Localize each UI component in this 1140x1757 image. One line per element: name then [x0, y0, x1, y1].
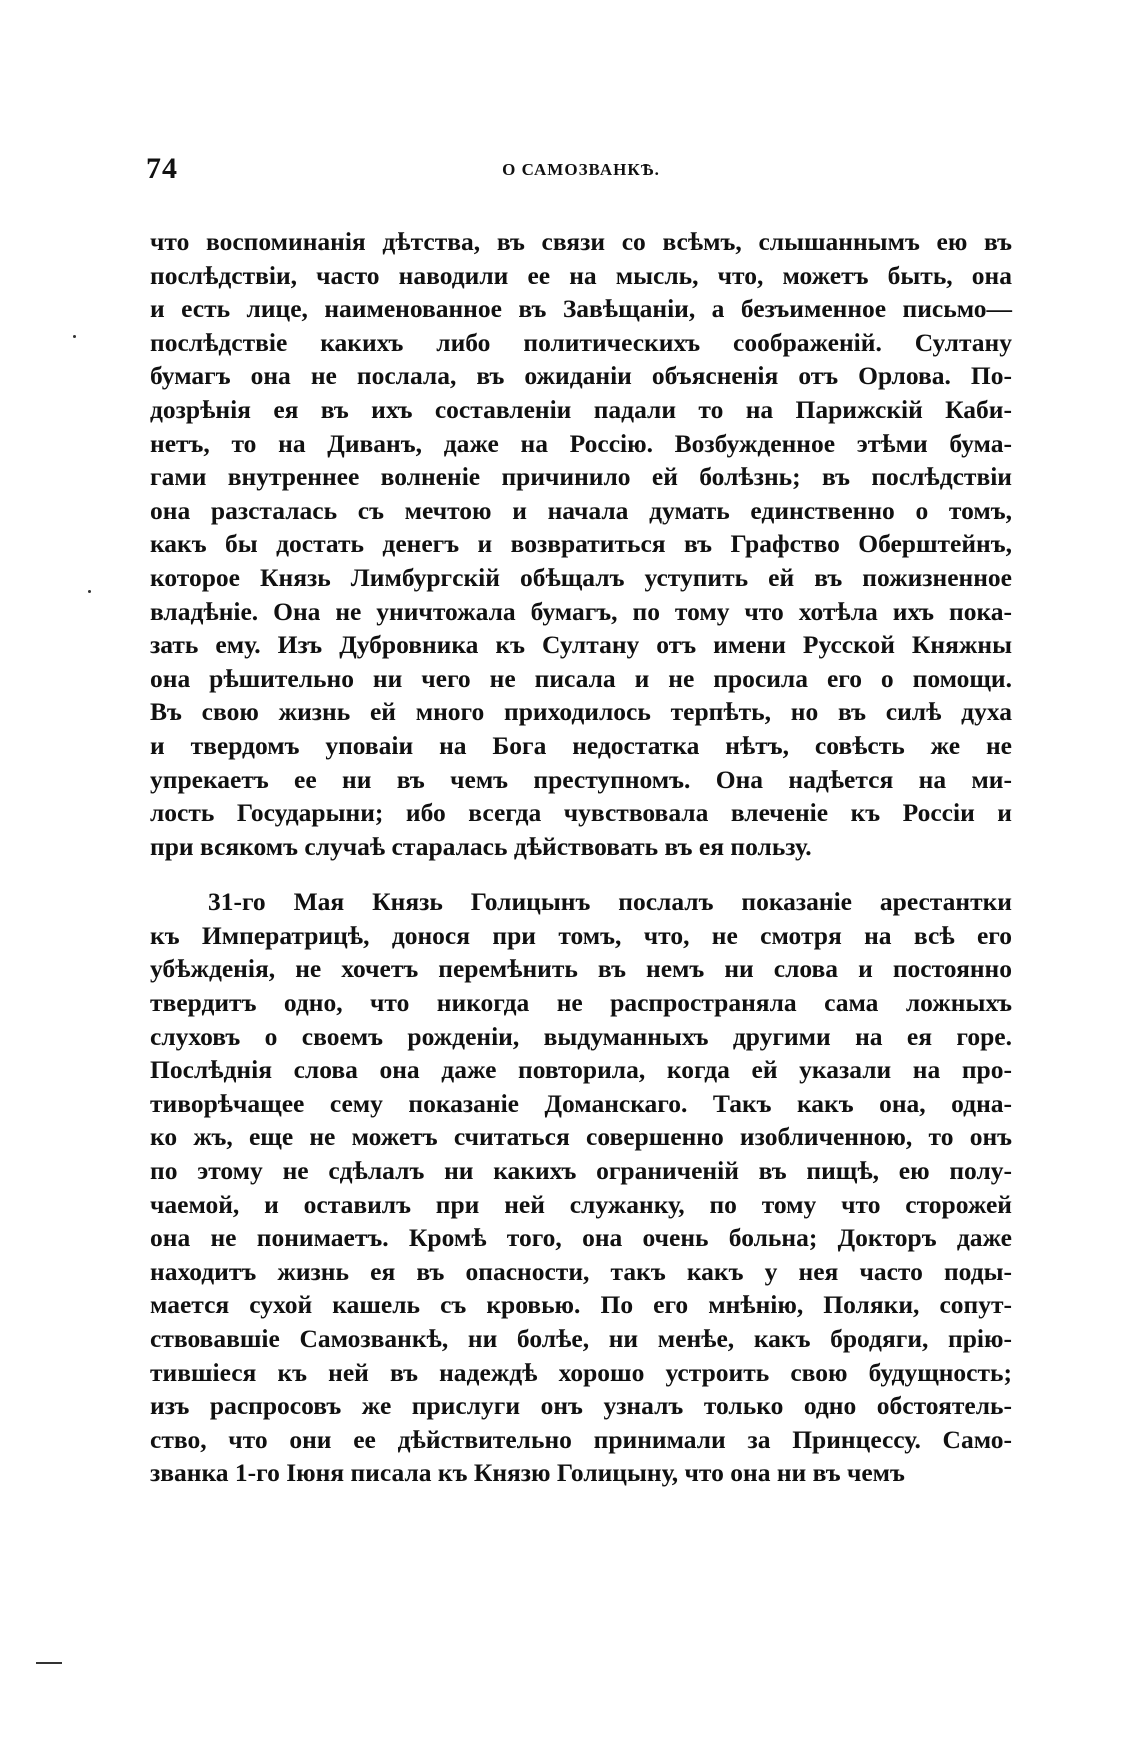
text-line: лость Государыни; ибо всегда чувствовала влеченіе къ Россіи и [150, 798, 1012, 828]
text-line: послѣдствіи, часто наводили ее на мысль, что, можетъ быть, она [150, 260, 1012, 290]
text-line: твердитъ одно, что никогда не распространяла сама ложныхъ [150, 988, 1012, 1018]
margin-speck [88, 590, 91, 593]
text-line: слуховъ о своемъ рожденіи, выдуманныхъ другими на ея горе. [150, 1021, 1012, 1051]
body-text [150, 225, 1012, 1490]
text-line: ствовавшіе Самозванкѣ, ни болѣе, ни менѣе, какъ бродяги, прію- [150, 1324, 1012, 1353]
text-line: какъ бы достать денегъ и возвратиться въ Графство Оберштейнъ, [150, 529, 1012, 559]
text-line: изъ распросовъ же прислуги онъ узналъ только одно обстоятель- [150, 1391, 1012, 1421]
text-line: нетъ, то на Диванъ, даже на Россію. Возбужденное этѣми бума- [150, 428, 1012, 458]
text-line: тиворѣчащее сему показаніе Доманскаго. Такъ какъ она, одна- [150, 1088, 1012, 1118]
text-line: и есть лице, наименованное въ Завѣщаніи, а безъименное письмо— [150, 294, 1012, 324]
text-line: къ Императрицѣ, донося при томъ, что, не смотря на всѣ его [150, 920, 1012, 950]
text-line: мается сухой кашель съ кровью. По его мнѣнію, Поляки, сопут- [150, 1290, 1012, 1320]
text-line: дозрѣнія ея въ ихъ составленіи падали то на Парижскій Каби- [150, 394, 1012, 424]
text-line: ство, что они ее дѣйствительно принимали за Принцессу. Само- [150, 1424, 1012, 1454]
paragraph-1 [150, 225, 1012, 863]
text-line: Въ свою жизнь ей много приходилось терпѣть, но въ силѣ духа [150, 697, 1012, 727]
text-line: при всякомъ случаѣ старалась дѣйствовать въ ея пользу. [150, 831, 812, 861]
text-line: 31-го Мая Князь Голицынъ послалъ показаніе арестантки [208, 887, 1012, 917]
paragraph-2 [150, 885, 1012, 1490]
text-line: тившіеся къ ней въ надеждѣ хорошо устроить свою будущность; [150, 1357, 1012, 1387]
text-line: упрекаетъ ее ни въ чемъ преступномъ. Она надѣется на ми- [150, 764, 1012, 794]
margin-speck [73, 335, 76, 338]
text-line: Послѣднія слова она даже повторила, когда ей указали на про- [150, 1055, 1012, 1085]
text-line: зать ему. Изъ Дубровника къ Султану отъ имени Русской Княжны [150, 630, 1012, 660]
text-line: владѣніе. Она не уничтожала бумагъ, по тому что хотѣла ихъ пока- [150, 596, 1012, 626]
text-line: которое Князь Лимбургскій обѣщалъ уступить ей въ пожизненное [150, 562, 1012, 592]
text-line: она разсталась съ мечтою и начала думать единственно о томъ, [150, 495, 1012, 525]
paragraph-gap [150, 863, 1012, 885]
text-line: она рѣшительно ни чего не писала и не просила его о помощи. [150, 663, 1012, 693]
text-line: бумагъ она не послала, въ ожиданіи объясненія отъ Орлова. По- [150, 361, 1012, 391]
text-line: убѣжденія, не хочетъ перемѣнить въ немъ ни слова и постоянно [150, 954, 1012, 984]
text-line: что воспоминанія дѣтства, въ связи со всѣмъ, слышаннымъ ею въ [150, 227, 1012, 256]
text-line: ко жъ, еще не можетъ считаться совершенно изобличенною, то онъ [150, 1122, 1012, 1152]
text-line: она не понимаетъ. Кромѣ того, она очень больна; Докторъ даже [150, 1223, 1012, 1253]
text-line: по этому не сдѣлалъ ни какихъ ограниченій въ пищѣ, ею полу- [150, 1156, 1012, 1186]
text-line: послѣдствіе какихъ либо политическихъ соображеній. Султану [150, 327, 1012, 357]
text-line: гами внутреннее волненіе причинило ей болѣзнь; въ послѣдствіи [150, 462, 1012, 492]
page-number: 74 [146, 152, 178, 185]
margin-dash-mark [36, 1662, 62, 1664]
page-header [146, 152, 1016, 192]
text-line: и твердомъ уповаіи на Бога недостатка нѣтъ, совѣсть же не [150, 730, 1012, 760]
text-line: чаемой, и оставилъ при ней служанку, по тому что сторожей [150, 1189, 1012, 1219]
text-line: находитъ жизнь ея въ опасности, такъ какъ у нея часто поды- [150, 1256, 1012, 1286]
text-line: званка 1-го Іюня писала къ Князю Голицыну, что она ни въ чемъ [150, 1458, 905, 1488]
running-title: О САМОЗВАНКѢ. [502, 160, 660, 179]
